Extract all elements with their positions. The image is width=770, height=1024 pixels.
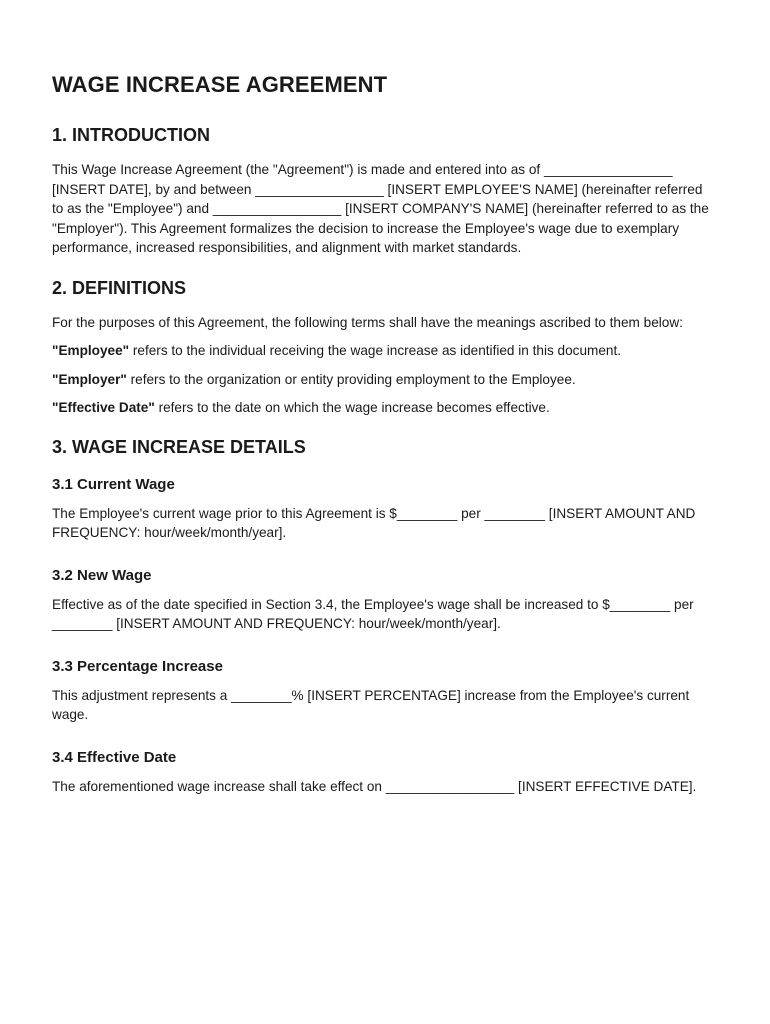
- definitions-heading: 2. DEFINITIONS: [52, 277, 187, 298]
- subsection-heading: 3.3 Percentage Increase: [52, 657, 223, 675]
- document-page: [52, 70, 712, 805]
- section-wage-details: [52, 434, 712, 797]
- definition-employer: [52, 370, 712, 390]
- subsection-text: Effective as of the date specified in Section 3.4, the Employee's wage shall be increased to $________ per ________ [INSERT AMOUNT AND FREQUENCY: hour/week/month/year].: [52, 596, 694, 631]
- subsection-percentage-increase: [52, 656, 712, 725]
- wage-details-heading: 3. WAGE INCREASE DETAILS: [52, 436, 306, 457]
- subsection-heading: 3.4 Effective Date: [52, 748, 177, 766]
- subsection-heading: 3.2 New Wage: [52, 566, 152, 584]
- definition-effective-date: [52, 398, 712, 418]
- subsection-text: The Employee's current wage prior to this Agreement is $________ per ________ [INSERT AMOUNT AND FREQUENCY: hour/week/month/year].: [52, 505, 696, 540]
- subsection-current-wage: [52, 474, 712, 543]
- definition-text: refers to the organization or entity providing employment to the Employee.: [126, 371, 576, 387]
- section-introduction: [52, 122, 712, 258]
- subsection-new-wage: [52, 565, 712, 634]
- definition-employee: [52, 341, 712, 361]
- introduction-heading: 1. INTRODUCTION: [52, 125, 211, 145]
- section-definitions: [52, 275, 712, 418]
- subsection-effective-date: [52, 747, 712, 797]
- subsection-heading: 3.1 Current Wage: [52, 475, 175, 493]
- document-title: WAGE INCREASE AGREEMENT: [52, 72, 388, 97]
- subsection-text: The aforementioned wage increase shall take effect on _________________ [INSERT EFFECTIVE DATE].: [52, 778, 697, 794]
- definitions-intro: For the purposes of this Agreement, the following terms shall have the meanings ascribed to them below:: [52, 314, 683, 330]
- introduction-paragraph: This Wage Increase Agreement (the "Agreement") is made and entered into as of _________________ [INSERT DATE], by and between _________________ [INSERT EMPLOYEE'S NAME] (hereinafter referred to as the "Employee") and _________________ [INSERT COMPANY'S NAME] (hereinafter referred to as the "Employer"). This Agreement formalizes the decision to increase the Employee's wage due to exemplary performance, increased responsibilities, and alignment with market standards.: [52, 162, 709, 255]
- definition-text: refers to the date on which the wage increase becomes effective.: [154, 400, 550, 415]
- definition-term: "Employer": [52, 371, 127, 387]
- subsection-text: This adjustment represents a ________% [INSERT PERCENTAGE] increase from the Employee's current wage.: [52, 687, 690, 722]
- definition-text: refers to the individual receiving the wage increase as identified in this document.: [129, 343, 622, 358]
- definition-term: "Effective Date": [52, 400, 155, 415]
- definition-term: "Employee": [52, 343, 130, 358]
